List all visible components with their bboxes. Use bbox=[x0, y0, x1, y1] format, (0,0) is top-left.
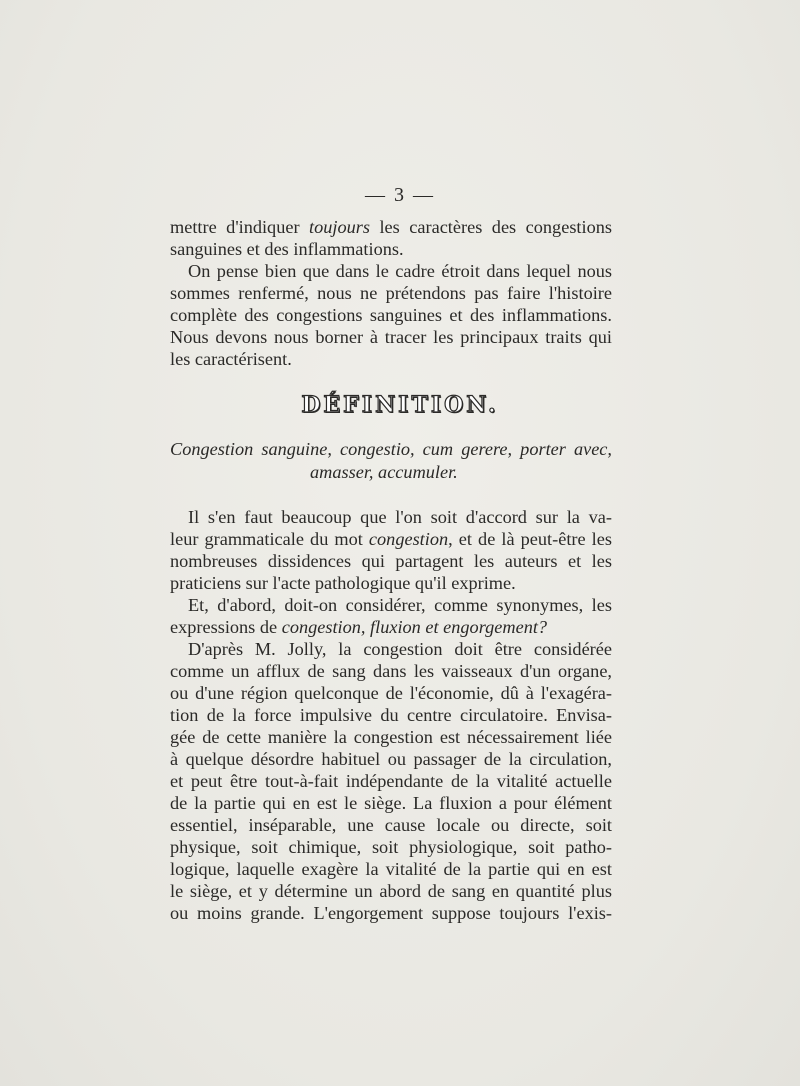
text-line: expressions de congestion, fluxion et engorgement? bbox=[170, 617, 548, 637]
text-line: leur grammaticale du mot congestion, et de là peut-être les bbox=[170, 529, 612, 549]
text-line: Nous devons nous borner à tracer les principaux traits qui bbox=[170, 327, 612, 347]
text-line: complète des congestions sanguines et des inflammations. bbox=[170, 305, 612, 325]
text-line: ou d'une région quelconque de l'économie, dû à l'exagéra- bbox=[170, 683, 612, 703]
text-line: nombreuses dissidences qui partagent les auteurs et les bbox=[170, 551, 612, 571]
text-line: Il s'en faut beaucoup que l'on soit d'accord sur la va- bbox=[188, 507, 612, 527]
text-line: sommes renfermé, nous ne prétendons pas faire l'histoire bbox=[170, 283, 612, 303]
text-line: gée de cette manière la congestion est nécessairement liée bbox=[170, 727, 612, 747]
text-line: praticiens sur l'acte pathologique qu'il exprime. bbox=[170, 573, 516, 593]
text-line: physique, soit chimique, soit physiologique, soit patho- bbox=[170, 837, 612, 857]
text-line: logique, laquelle exagère la vitalité de la partie qui en est bbox=[170, 859, 612, 879]
text-line: les caractérisent. bbox=[170, 349, 292, 369]
text-line: On pense bien que dans le cadre étroit dans lequel nous bbox=[188, 261, 612, 281]
text-line: ou moins grande. L'engorgement suppose toujours l'exis- bbox=[170, 903, 612, 923]
text-line: à quelque désordre habituel ou passager de la circulation, bbox=[170, 749, 612, 769]
page-number: — 3 — bbox=[365, 184, 435, 206]
text-line: de la partie qui en est le siège. La fluxion a pour élément bbox=[170, 793, 612, 813]
section-heading: DÉFINITION. bbox=[301, 392, 499, 418]
text-line: Et, d'abord, doit-on considérer, comme synonymes, les bbox=[188, 595, 612, 615]
text-line: sanguines et des inflammations. bbox=[170, 239, 404, 259]
text-line: mettre d'indiquer toujours les caractères des congestions bbox=[170, 217, 612, 237]
text-line: le siège, et y détermine un abord de sang en quantité plus bbox=[170, 881, 612, 901]
text-line: et peut être tout-à-fait indépendante de la vitalité actuelle bbox=[170, 771, 612, 791]
etymology-line: Congestion sanguine, congestio, cum gerere, porter avec, bbox=[170, 439, 612, 459]
text-line: tion de la force impulsive du centre circulatoire. Envisa- bbox=[170, 705, 612, 725]
text-line: essentiel, inséparable, une cause locale ou directe, soit bbox=[170, 815, 612, 835]
text-line: D'après M. Jolly, la congestion doit être considérée bbox=[188, 639, 612, 659]
text-line: comme un afflux de sang dans les vaisseaux d'un organe, bbox=[170, 661, 612, 681]
etymology-line: amasser, accumuler. bbox=[310, 462, 458, 482]
